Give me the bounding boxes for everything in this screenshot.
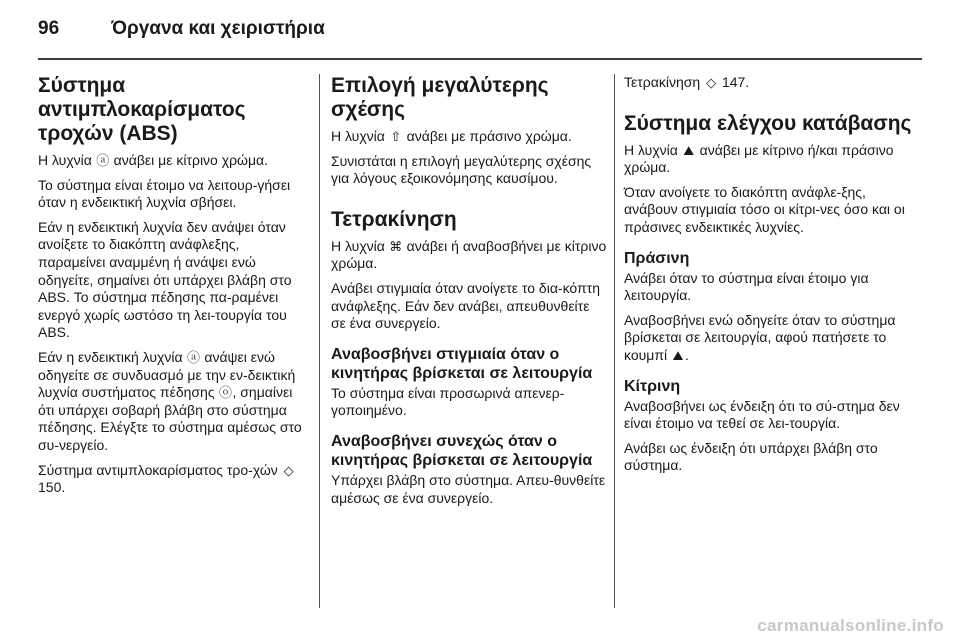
paragraph: Τετρακίνηση ◇ 147. [624, 74, 750, 90]
section-heading-abs: Σύστημα αντιμπλοκαρίσματος τροχών (ABS) [38, 74, 246, 145]
subheading: Αναβοσβήνει στιγμιαία όταν ο κινητήρας βρίσκεται σε λειτουργία [331, 345, 593, 382]
paragraph: Αναβοσβήνει ως ένδειξη ότι το σύ-στημα δεν είναι έτοιμο να τεθεί σε λει-τουργία. [624, 397, 900, 432]
paragraph: Υπάρχει βλάβη στο σύστημα. Απευ-θυνθείτε αμέσως σε ένα συνεργείο. [331, 471, 606, 506]
gear-up-icon: ⇧ [390, 129, 402, 144]
paragraph: Εάν η ενδεικτική λυχνία δεν ανάψει όταν ανοίξετε το διακόπτη ανάφλεξης, παραμείνει αναμμένη ή ανάψει ενώ οδηγείτε, σημαίνει ότι υπάρχει βλάβη στο ABS. Το σύστημα πέδησης πα-ραμένει ενεργό χωρίς ωστόσο τη λει-τουργία του ABS. [38, 218, 292, 341]
paragraph: Ανάβει στιγμιαία όταν ανοίγετε το δια-κόπτη ανάφλεξης. Εάν δεν ανάβει, απευθυνθείτε σε ένα συνεργείο. [331, 279, 600, 332]
header-rule [38, 58, 922, 60]
page-number: 96 [38, 18, 60, 39]
page-reference-link[interactable]: 147. [721, 74, 750, 90]
awd-icon: ⌘ [389, 238, 403, 254]
page-header [38, 18, 325, 40]
paragraph: Η λυχνία ⌘ ανάβει ή αναβοσβήνει με κίτρινο χρώμα. [331, 237, 607, 272]
column-divider [319, 74, 320, 608]
column-abs [38, 74, 306, 504]
section-heading-awd: Τετρακίνηση [331, 207, 457, 231]
paragraph: Η λυχνία ⛰ ανάβει με κίτρινο ή/και πράσινο χρώμα. [624, 141, 894, 176]
column-hill-descent [624, 74, 914, 482]
paragraph: Σύστημα αντιμπλοκαρίσματος τρο-χών ◇ 150. [38, 461, 294, 496]
watermark: carmanualsonline.info [757, 616, 944, 635]
paragraph: Ανάβει όταν το σύστημα είναι έτοιμο για λειτουργία. [624, 269, 869, 304]
page-title: Όργανα και χειριστήρια [111, 18, 325, 39]
subheading: Πράσινη [624, 249, 690, 267]
paragraph: Αναβοσβήνει ενώ οδηγείτε όταν το σύστημα βρίσκεται σε λειτουργία, αφού πατήσετε το κουμπί ⛰ . [624, 311, 896, 363]
paragraph: Εάν η ενδεικτική λυχνία ⓐ ανάψει ενώ οδηγείτε σε συνδυασμό με την εν-δεικτική λυχνία συστήματος πέδησης ⓞ, σημαίνει ότι υπάρχει σοβαρή βλάβη στο σύστημα πέδησης. Ελέγξτε το σύστημα αμέσως στο συ-νεργείο. [38, 348, 302, 453]
column-divider [614, 74, 615, 608]
page-reference-link[interactable]: 150. [38, 479, 66, 496]
subheading: Αναβοσβήνει συνεχώς όταν ο κινητήρας βρίσκεται σε λειτουργία [331, 432, 593, 469]
section-heading-gear: Επιλογή μεγαλύτερης σχέσης [331, 74, 549, 121]
paragraph: Ανάβει ως ένδειξη ότι υπάρχει βλάβη στο σύστημα. [624, 439, 878, 474]
paragraph: Η λυχνία ⓐ ανάβει με κίτρινο χρώμα. [38, 152, 269, 168]
abs-icon: ⓐ [96, 153, 110, 168]
reference-icon: ◇ [283, 462, 294, 478]
hill-descent-icon: ⛰ [672, 347, 684, 363]
reference-icon: ◇ [706, 75, 717, 90]
section-heading-hill-descent: Σύστημα ελέγχου κατάβασης [624, 111, 912, 135]
column-gear [331, 74, 607, 514]
paragraph: Η λυχνία ⇧ ανάβει με πράσινο χρώμα. [331, 128, 572, 144]
brake-icon: ⓞ [218, 385, 232, 401]
paragraph: Το σύστημα είναι έτοιμο να λειτουρ-γήσει όταν η ενδεικτική λυχνία σβήσει. [38, 176, 291, 211]
abs-icon: ⓐ [186, 349, 200, 365]
paragraph: Το σύστημα είναι προσωρινά απενερ-γοποιημένο. [331, 384, 565, 419]
subheading: Κίτρινη [624, 377, 681, 395]
paragraph: Όταν ανοίγετε το διακόπτη ανάφλε-ξης, ανάβουν στιγμιαία τόσο οι κίτρι-νες όσο και οι πράσινες ενδεικτικές λυχνίες. [624, 183, 905, 235]
paragraph: Συνιστάται η επιλογή μεγαλύτερης σχέσης για λόγους εξοικονόμησης καυσίμου. [331, 152, 592, 187]
hill-descent-icon: ⛰ [683, 142, 695, 158]
